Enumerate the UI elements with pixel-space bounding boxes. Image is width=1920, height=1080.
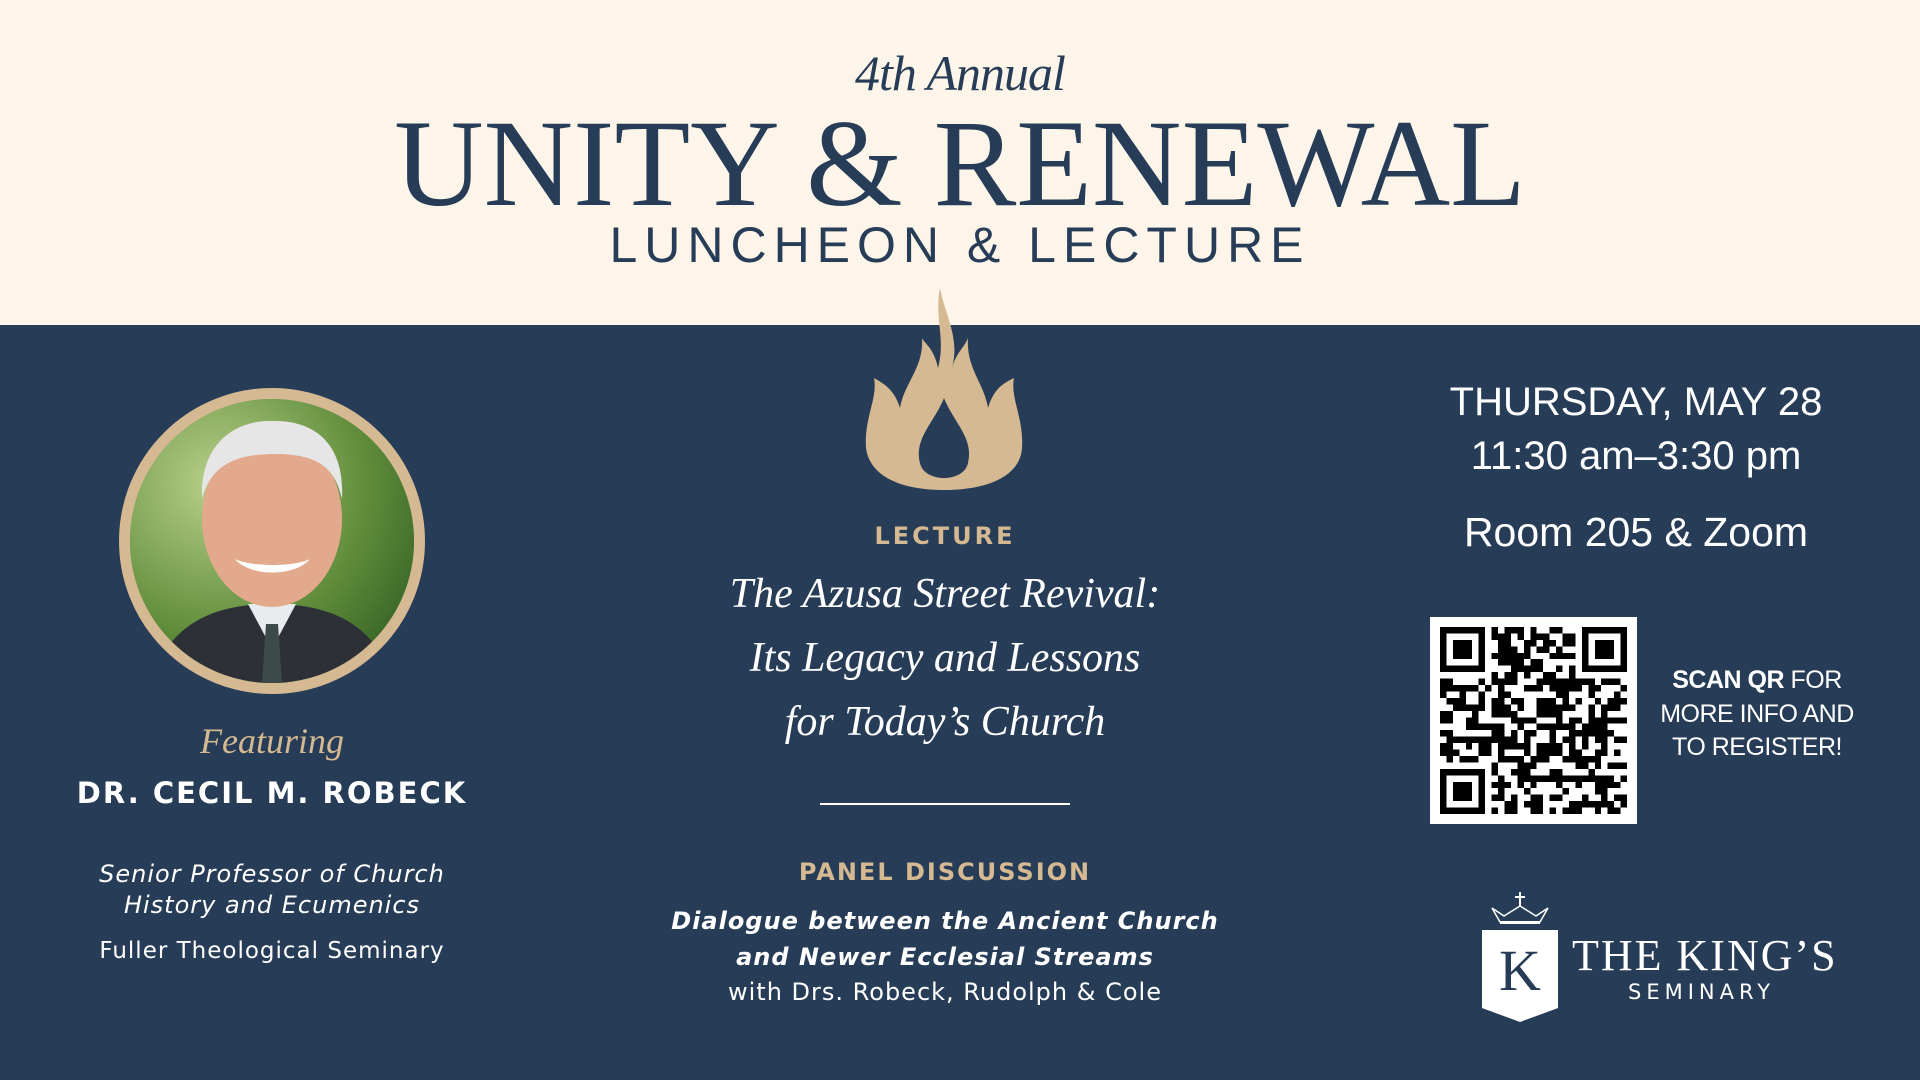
annual-label: 4th Annual [855, 45, 1065, 101]
scan-qr-text: TO REGISTER! [1672, 733, 1842, 761]
registration-qr-code[interactable] [1430, 617, 1637, 824]
scan-qr-text [1650, 666, 1864, 695]
event-location: Room 205 & Zoom [1463, 509, 1809, 555]
speaker-organization: Fuller Theological Seminary [99, 938, 445, 964]
speaker-photo [119, 388, 425, 694]
scan-qr-bold: SCAN QR [1672, 666, 1785, 694]
event-title: UNITY & RENEWAL [394, 95, 1526, 232]
speaker-role-line: Senior Professor of Church [99, 860, 445, 888]
lecture-title-line: for Today’s Church [784, 699, 1106, 745]
divider [820, 803, 1070, 805]
lecture-title-line: The Azusa Street Revival: [729, 571, 1161, 617]
event-subtitle: LUNCHEON & LECTURE [609, 217, 1311, 273]
flame-icon [864, 288, 1024, 490]
event-date: THURSDAY, MAY 28 [1449, 380, 1823, 424]
scan-qr-for: FOR [1784, 666, 1842, 694]
crest-letter: K [1499, 938, 1541, 1003]
speaker-name: DR. CECIL M. ROBECK [76, 776, 468, 810]
lecture-title-line: Its Legacy and Lessons [749, 635, 1141, 681]
seminary-name: THE KING’S [1572, 931, 1838, 980]
lecture-label: LECTURE [874, 522, 1016, 550]
scan-qr-text: MORE INFO AND [1660, 700, 1854, 728]
panel-label: PANEL DISCUSSION [798, 858, 1092, 886]
speaker-role-line: History and Ecumenics [123, 891, 421, 919]
event-time: 11:30 am–3:30 pm [1470, 434, 1802, 478]
kings-seminary-crest-icon [1470, 890, 1570, 1025]
panel-title-line: and Newer Ecclesial Streams [736, 943, 1154, 971]
featuring-label: Featuring [200, 721, 344, 761]
seminary-subname: SEMINARY [1628, 980, 1776, 1004]
panel-participants: with Drs. Robeck, Rudolph & Cole [728, 978, 1162, 1006]
panel-title-line: Dialogue between the Ancient Church [671, 907, 1219, 935]
